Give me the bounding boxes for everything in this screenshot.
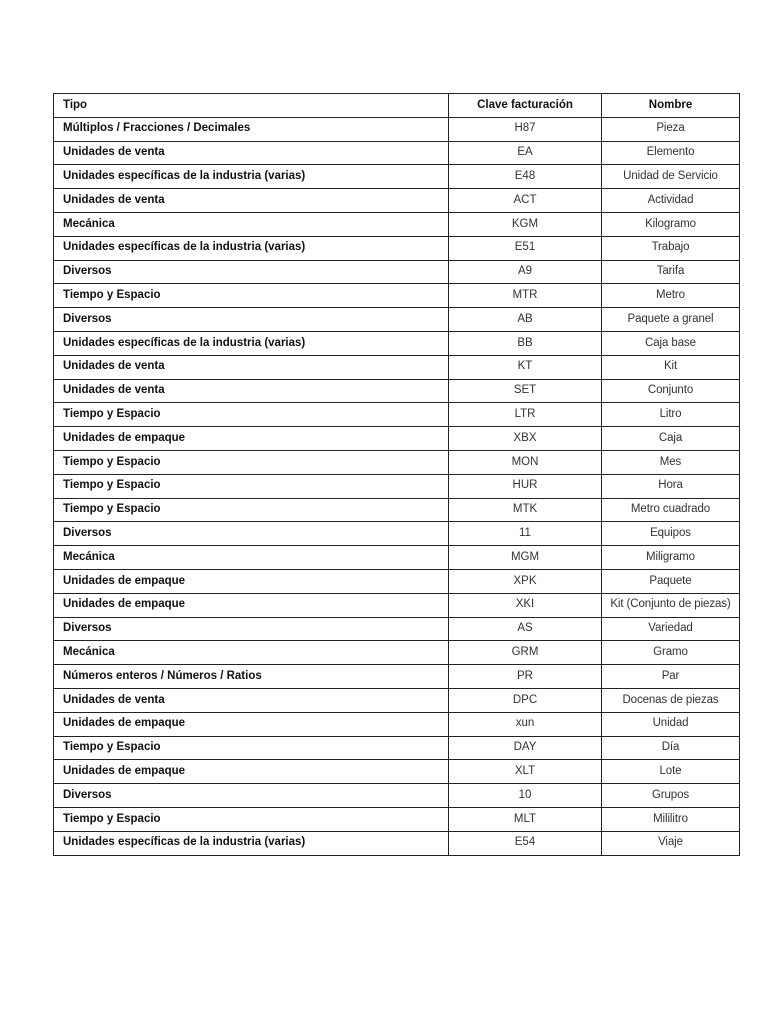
table-row — [54, 546, 740, 570]
table-body — [54, 117, 740, 855]
table-row — [54, 688, 740, 712]
cell-tipo: Unidades específicas de la industria (varias) — [54, 236, 449, 260]
cell-tipo: Mecánica — [54, 212, 449, 236]
table-row — [54, 117, 740, 141]
cell-nombre: Lote — [602, 760, 740, 784]
cell-clave-facturacion: EA — [449, 141, 602, 165]
cell-nombre: Par — [602, 665, 740, 689]
table-row — [54, 165, 740, 189]
cell-tipo: Tiempo y Espacio — [54, 474, 449, 498]
cell-clave-facturacion: PR — [449, 665, 602, 689]
table-row — [54, 403, 740, 427]
cell-tipo: Números enteros / Números / Ratios — [54, 665, 449, 689]
cell-clave-facturacion: XPK — [449, 569, 602, 593]
cell-nombre: Metro cuadrado — [602, 498, 740, 522]
cell-clave-facturacion: 10 — [449, 784, 602, 808]
table-row — [54, 760, 740, 784]
cell-tipo: Diversos — [54, 617, 449, 641]
table-row — [54, 641, 740, 665]
cell-clave-facturacion: E48 — [449, 165, 602, 189]
table-row — [54, 355, 740, 379]
table-row — [54, 617, 740, 641]
cell-clave-facturacion: A9 — [449, 260, 602, 284]
cell-tipo: Tiempo y Espacio — [54, 403, 449, 427]
cell-tipo: Diversos — [54, 308, 449, 332]
cell-tipo: Tiempo y Espacio — [54, 736, 449, 760]
cell-nombre: Kit (Conjunto de piezas) — [602, 593, 740, 617]
cell-nombre: Trabajo — [602, 236, 740, 260]
cell-tipo: Unidades de empaque — [54, 569, 449, 593]
table-row — [54, 189, 740, 213]
header-nombre: Nombre — [602, 94, 740, 118]
cell-clave-facturacion: KT — [449, 355, 602, 379]
cell-tipo: Unidades de venta — [54, 141, 449, 165]
table-row — [54, 522, 740, 546]
cell-nombre: Equipos — [602, 522, 740, 546]
cell-nombre: Caja — [602, 427, 740, 451]
cell-nombre: Mililitro — [602, 807, 740, 831]
cell-tipo: Tiempo y Espacio — [54, 284, 449, 308]
cell-clave-facturacion: DPC — [449, 688, 602, 712]
cell-clave-facturacion: E51 — [449, 236, 602, 260]
cell-tipo: Tiempo y Espacio — [54, 807, 449, 831]
cell-tipo: Unidades de empaque — [54, 712, 449, 736]
table-row — [54, 712, 740, 736]
cell-nombre: Variedad — [602, 617, 740, 641]
cell-nombre: Pieza — [602, 117, 740, 141]
cell-tipo: Diversos — [54, 260, 449, 284]
cell-tipo: Unidades específicas de la industria (varias) — [54, 331, 449, 355]
cell-tipo: Mecánica — [54, 641, 449, 665]
table-row — [54, 498, 740, 522]
table-row — [54, 736, 740, 760]
cell-clave-facturacion: H87 — [449, 117, 602, 141]
cell-clave-facturacion: ACT — [449, 189, 602, 213]
cell-clave-facturacion: SET — [449, 379, 602, 403]
cell-nombre: Kit — [602, 355, 740, 379]
table-row — [54, 807, 740, 831]
header-row — [54, 94, 740, 118]
cell-nombre: Hora — [602, 474, 740, 498]
cell-clave-facturacion: MTR — [449, 284, 602, 308]
cell-nombre: Caja base — [602, 331, 740, 355]
table-row — [54, 665, 740, 689]
cell-clave-facturacion: MTK — [449, 498, 602, 522]
cell-tipo: Unidades específicas de la industria (varias) — [54, 165, 449, 189]
table-row — [54, 308, 740, 332]
cell-clave-facturacion: 11 — [449, 522, 602, 546]
cell-clave-facturacion: xun — [449, 712, 602, 736]
cell-tipo: Diversos — [54, 522, 449, 546]
cell-nombre: Paquete a granel — [602, 308, 740, 332]
table-row — [54, 474, 740, 498]
header-tipo: Tipo — [54, 94, 449, 118]
cell-clave-facturacion: MLT — [449, 807, 602, 831]
cell-nombre: Docenas de piezas — [602, 688, 740, 712]
cell-nombre: Litro — [602, 403, 740, 427]
cell-tipo: Diversos — [54, 784, 449, 808]
cell-nombre: Viaje — [602, 831, 740, 855]
cell-nombre: Día — [602, 736, 740, 760]
table-row — [54, 236, 740, 260]
table-row — [54, 212, 740, 236]
units-table — [53, 93, 740, 856]
cell-clave-facturacion: DAY — [449, 736, 602, 760]
cell-clave-facturacion: XBX — [449, 427, 602, 451]
cell-tipo: Múltiplos / Fracciones / Decimales — [54, 117, 449, 141]
cell-tipo: Unidades de venta — [54, 355, 449, 379]
cell-clave-facturacion: KGM — [449, 212, 602, 236]
table-row — [54, 593, 740, 617]
table-row — [54, 427, 740, 451]
table-row — [54, 284, 740, 308]
table-row — [54, 260, 740, 284]
cell-clave-facturacion: XLT — [449, 760, 602, 784]
table-header — [54, 94, 740, 118]
table-row — [54, 569, 740, 593]
cell-clave-facturacion: HUR — [449, 474, 602, 498]
cell-nombre: Elemento — [602, 141, 740, 165]
cell-nombre: Tarifa — [602, 260, 740, 284]
cell-nombre: Metro — [602, 284, 740, 308]
cell-nombre: Gramo — [602, 641, 740, 665]
table-row — [54, 831, 740, 855]
cell-clave-facturacion: MON — [449, 450, 602, 474]
cell-nombre: Mes — [602, 450, 740, 474]
cell-tipo: Unidades de venta — [54, 189, 449, 213]
cell-clave-facturacion: XKI — [449, 593, 602, 617]
cell-tipo: Mecánica — [54, 546, 449, 570]
cell-nombre: Unidad de Servicio — [602, 165, 740, 189]
cell-tipo: Unidades de empaque — [54, 593, 449, 617]
cell-clave-facturacion: LTR — [449, 403, 602, 427]
cell-nombre: Miligramo — [602, 546, 740, 570]
cell-tipo: Unidades específicas de la industria (varias) — [54, 831, 449, 855]
cell-tipo: Unidades de empaque — [54, 427, 449, 451]
cell-clave-facturacion: GRM — [449, 641, 602, 665]
cell-clave-facturacion: E54 — [449, 831, 602, 855]
cell-tipo: Tiempo y Espacio — [54, 498, 449, 522]
cell-clave-facturacion: AB — [449, 308, 602, 332]
cell-nombre: Actividad — [602, 189, 740, 213]
table-row — [54, 784, 740, 808]
cell-clave-facturacion: MGM — [449, 546, 602, 570]
table-row — [54, 379, 740, 403]
cell-nombre: Conjunto — [602, 379, 740, 403]
table-row — [54, 331, 740, 355]
table-row — [54, 141, 740, 165]
cell-tipo: Tiempo y Espacio — [54, 450, 449, 474]
cell-nombre: Unidad — [602, 712, 740, 736]
cell-clave-facturacion: AS — [449, 617, 602, 641]
cell-clave-facturacion: BB — [449, 331, 602, 355]
cell-tipo: Unidades de venta — [54, 379, 449, 403]
cell-tipo: Unidades de venta — [54, 688, 449, 712]
cell-nombre: Paquete — [602, 569, 740, 593]
cell-nombre: Grupos — [602, 784, 740, 808]
cell-nombre: Kilogramo — [602, 212, 740, 236]
cell-tipo: Unidades de empaque — [54, 760, 449, 784]
header-clave-facturacion: Clave facturación — [449, 94, 602, 118]
table-row — [54, 450, 740, 474]
